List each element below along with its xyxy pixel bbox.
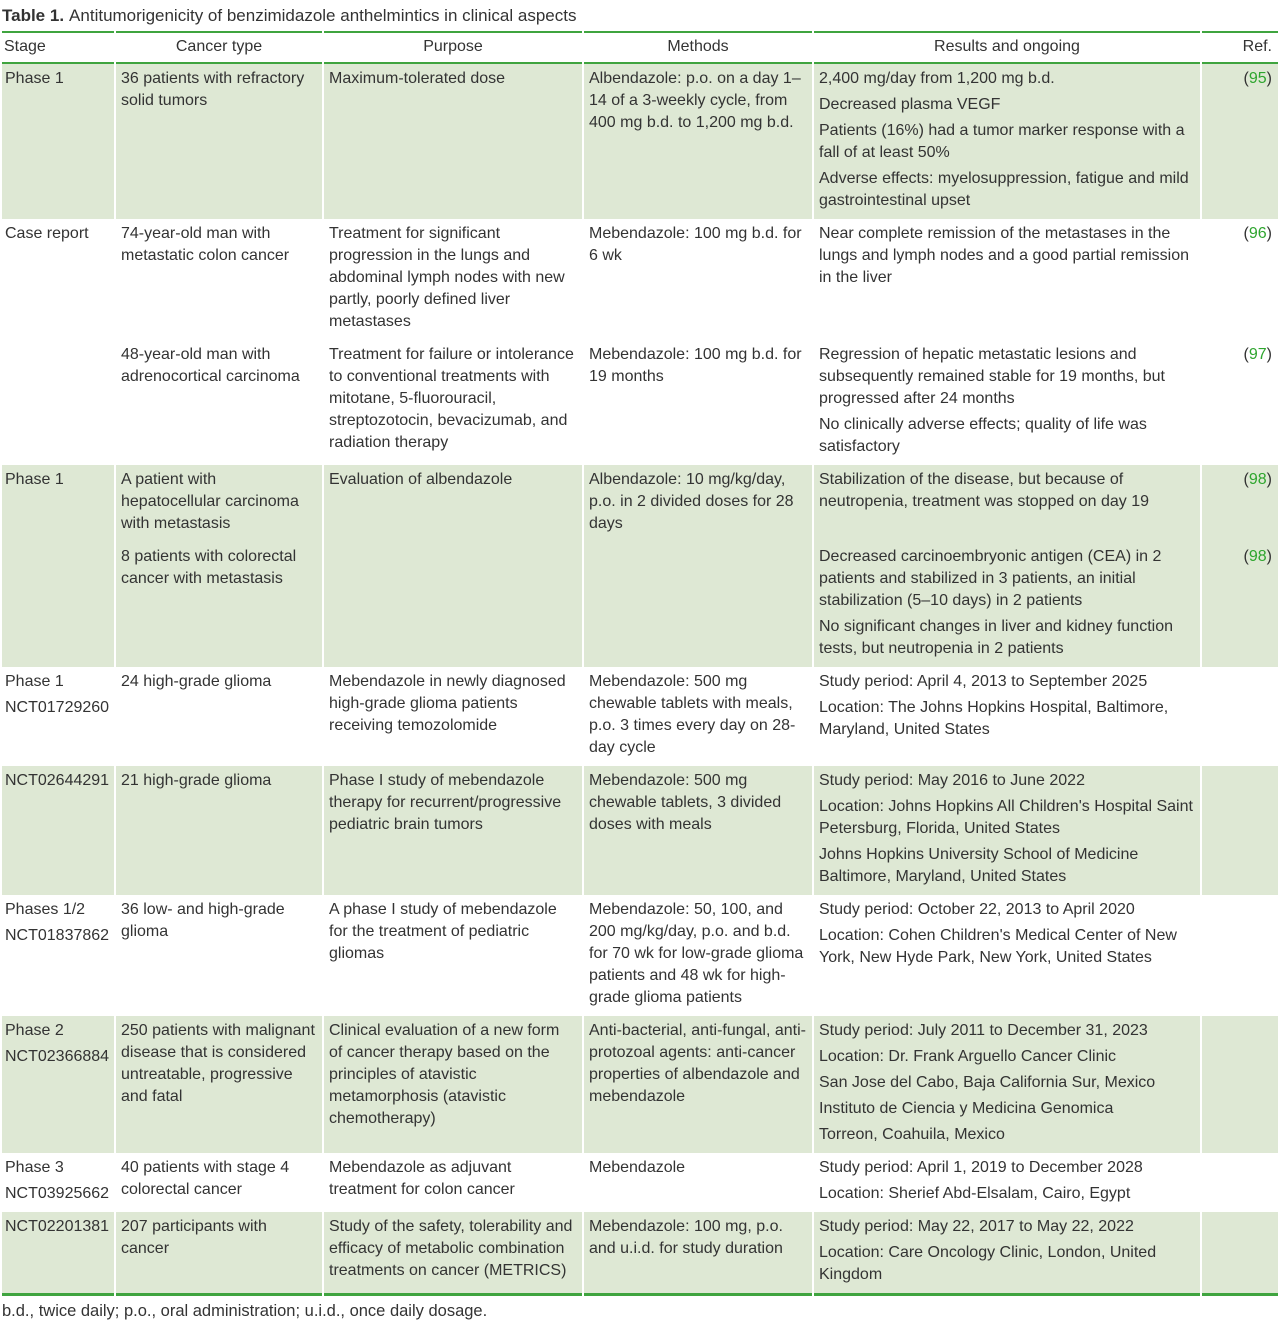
- table-row: [2, 219, 1278, 340]
- stage-text: NCT02644291: [5, 772, 110, 789]
- stage-text: Phases 1/2: [5, 901, 86, 918]
- table-row: [2, 1153, 1278, 1212]
- cell-cancer: [116, 766, 322, 895]
- cell-results: [814, 64, 1200, 219]
- purpose-text: Study of the safety, tolerability and efficacy of metabolic combination treatments on cancer (METRICS): [329, 1218, 573, 1279]
- methods-text: Mebendazole: 50, 100, and 200 mg/kg/day, p.o. and b.d. for 70 wk for low-grade glioma patients and 48 wk for high-grade glioma patients: [589, 901, 804, 1006]
- cell-methods: [584, 465, 812, 667]
- cell-purpose: [324, 1212, 582, 1296]
- cell-methods: [584, 64, 812, 219]
- results-text: Instituto de Ciencia y Medicina Genomica: [819, 1100, 1114, 1117]
- cell-purpose: [324, 766, 582, 895]
- methods-text: Mebendazole: 100 mg, p.o. and u.i.d. for study duration: [589, 1218, 783, 1257]
- cell-cancer: [116, 219, 322, 340]
- cell-methods: [584, 667, 812, 766]
- purpose-text: Clinical evaluation of a new form of cancer therapy based on the principles of atavistic metamorphosis (atavistic chemotherapy): [329, 1022, 560, 1127]
- results-text: Location: Sherief Abd-Elsalam, Cairo, Egypt: [819, 1185, 1131, 1202]
- results-text: Study period: May 22, 2017 to May 22, 2022: [819, 1218, 1134, 1235]
- cell-stage: [2, 465, 114, 667]
- cell-ref: [1202, 766, 1278, 895]
- methods-text: Anti-bacterial, anti-fungal, anti-protozoal agents: anti-cancer properties of albendazole and mebendazole: [589, 1022, 806, 1105]
- stage-text: Phase 3: [5, 1159, 64, 1176]
- reference-link[interactable]: 97: [1248, 346, 1267, 363]
- reference-link[interactable]: 96: [1248, 225, 1267, 242]
- cancer-text: 8 patients with colorectal cancer with metastasis: [121, 548, 297, 587]
- cell-stage: [2, 219, 114, 465]
- results-text: Study period: October 22, 2013 to April 2020: [819, 901, 1135, 918]
- stage-text: NCT02366884: [5, 1048, 110, 1065]
- cell-cancer: [116, 667, 322, 766]
- purpose-text: Evaluation of albendazole: [329, 471, 513, 488]
- cancer-text: 36 low- and high-grade glioma: [121, 901, 285, 940]
- cell-cancer: [116, 340, 322, 465]
- results-text: Decreased carcinoembryonic antigen (CEA) in 2 patients and stabilized in 3 patients, an initial stabilization (5–10 days) in 2 patients: [819, 548, 1162, 609]
- cell-stage: [2, 1153, 114, 1212]
- methods-text: Mebendazole: 500 mg chewable tablets with meals, p.o. 3 times every day on 28-day cycle: [589, 673, 796, 756]
- cancer-text: A patient with hepatocellular carcinoma with metastasis: [121, 471, 299, 532]
- results-text: Study period: April 1, 2019 to December 2028: [819, 1159, 1143, 1176]
- results-text: Johns Hopkins University School of Medicine Baltimore, Maryland, United States: [819, 846, 1139, 885]
- cell-ref: [1202, 64, 1278, 219]
- methods-text: Mebendazole: [589, 1159, 686, 1176]
- purpose-text: A phase I study of mebendazole for the treatment of pediatric gliomas: [329, 901, 557, 962]
- cell-purpose: [324, 465, 582, 667]
- results-text: Adverse effects: myelosuppression, fatigue and mild gastrointestinal upset: [819, 170, 1189, 209]
- reference-citation: (98): [1243, 471, 1272, 488]
- header-row: [2, 31, 1278, 64]
- cell-results: [814, 766, 1200, 895]
- stage-text: NCT01837862: [5, 927, 110, 944]
- methods-text: Mebendazole: 100 mg b.d. for 6 wk: [589, 225, 802, 264]
- cell-methods: [584, 340, 812, 465]
- stage-text: Phase 1: [5, 471, 64, 488]
- table-row: [2, 1212, 1278, 1296]
- results-text: Location: Dr. Frank Arguello Cancer Clinic: [819, 1048, 1117, 1065]
- cell-stage: [2, 766, 114, 895]
- table-row: [2, 667, 1278, 766]
- cell-purpose: [324, 1016, 582, 1153]
- results-text: Decreased plasma VEGF: [819, 96, 1001, 113]
- cell-ref: [1202, 340, 1278, 465]
- purpose-text: Treatment for failure or intolerance to conventional treatments with mitotane, 5-fluorouracil, streptozotocin, bevacizumab, and radiation therapy: [329, 346, 574, 451]
- column-header-stage: Stage: [2, 31, 114, 64]
- purpose-text: Mebendazole as adjuvant treatment for colon cancer: [329, 1159, 515, 1198]
- stage-text: Phase 2: [5, 1022, 64, 1039]
- cell-results: [814, 465, 1200, 542]
- results-text: Location: Johns Hopkins All Children's Hospital Saint Petersburg, Florida, United States: [819, 798, 1193, 837]
- cell-cancer: [116, 542, 322, 667]
- cell-purpose: [324, 1153, 582, 1212]
- cell-cancer: [116, 895, 322, 1016]
- results-text: Patients (16%) had a tumor marker response with a fall of at least 50%: [819, 122, 1185, 161]
- cell-ref: [1202, 219, 1278, 340]
- cell-methods: [584, 1153, 812, 1212]
- clinical-trials-table: [0, 31, 1280, 1296]
- results-text: Location: The Johns Hopkins Hospital, Baltimore, Maryland, United States: [819, 699, 1169, 738]
- stage-text: Phase 1: [5, 673, 64, 690]
- cell-results: [814, 1016, 1200, 1153]
- methods-text: Albendazole: 10 mg/kg/day, p.o. in 2 divided doses for 28 days: [589, 471, 794, 532]
- methods-text: Albendazole: p.o. on a day 1–14 of a 3-weekly cycle, from 400 mg b.d. to 1,200 mg b.d.: [589, 70, 801, 131]
- cancer-text: 250 patients with malignant disease that is considered untreatable, progressive and fatal: [121, 1022, 315, 1105]
- reference-link[interactable]: 98: [1248, 548, 1267, 565]
- column-header-methods: Methods: [584, 31, 812, 64]
- stage-text: NCT03925662: [5, 1185, 110, 1202]
- results-text: San Jose del Cabo, Baja California Sur, Mexico: [819, 1074, 1156, 1091]
- cell-stage: [2, 667, 114, 766]
- cancer-text: 24 high-grade glioma: [121, 673, 272, 690]
- results-text: Regression of hepatic metastatic lesions and subsequently remained stable for 19 months, but progressed after 24 months: [819, 346, 1165, 407]
- cell-cancer: [116, 1016, 322, 1153]
- cell-methods: [584, 1212, 812, 1296]
- purpose-text: Phase I study of mebendazole therapy for recurrent/progressive pediatric brain tumors: [329, 772, 562, 833]
- cell-results: [814, 895, 1200, 1016]
- table-row: [2, 465, 1278, 542]
- reference-citation: (96): [1243, 225, 1272, 242]
- table-row: [2, 766, 1278, 895]
- cell-ref: [1202, 1016, 1278, 1153]
- cell-purpose: [324, 895, 582, 1016]
- results-text: Study period: July 2011 to December 31, 2023: [819, 1022, 1148, 1039]
- cell-methods: [584, 1016, 812, 1153]
- cell-results: [814, 1212, 1200, 1296]
- cell-methods: [584, 766, 812, 895]
- cell-methods: [584, 219, 812, 340]
- cell-stage: [2, 64, 114, 219]
- cell-stage: [2, 1212, 114, 1296]
- results-text: Location: Cohen Children's Medical Center of New York, New Hyde Park, New York, United States: [819, 927, 1177, 966]
- methods-text: Mebendazole: 100 mg b.d. for 19 months: [589, 346, 802, 385]
- results-text: Study period: May 2016 to June 2022: [819, 772, 1085, 789]
- results-text: Study period: April 4, 2013 to September 2025: [819, 673, 1148, 690]
- cell-results: [814, 542, 1200, 667]
- results-text: Torreon, Coahuila, Mexico: [819, 1126, 1005, 1143]
- table-row: [2, 64, 1278, 219]
- purpose-text: Treatment for significant progression in the lungs and abdominal lymph nodes with new partly, poorly defined liver metastases: [329, 225, 565, 330]
- table-row: [2, 895, 1278, 1016]
- stage-text: NCT01729260: [5, 699, 110, 716]
- column-header-ref: Ref.: [1202, 31, 1278, 64]
- results-text: No clinically adverse effects; quality of life was satisfactory: [819, 416, 1147, 455]
- column-header-results: Results and ongoing: [814, 31, 1200, 64]
- cell-methods: [584, 895, 812, 1016]
- cell-cancer: [116, 465, 322, 542]
- table-footnote: b.d., twice daily; p.o., oral administration; u.i.d., once daily dosage.: [2, 1302, 488, 1320]
- cell-ref: [1202, 1153, 1278, 1212]
- reference-citation: (97): [1243, 346, 1272, 363]
- cell-cancer: [116, 1212, 322, 1296]
- cell-results: [814, 340, 1200, 465]
- cell-purpose: [324, 219, 582, 340]
- cell-ref: [1202, 895, 1278, 1016]
- cancer-text: 74-year-old man with metastatic colon cancer: [121, 225, 290, 264]
- reference-citation: (98): [1243, 548, 1272, 565]
- stage-text: Phase 1: [5, 70, 64, 87]
- cell-cancer: [116, 64, 322, 219]
- reference-link[interactable]: 95: [1248, 70, 1267, 87]
- table-row: [2, 340, 1278, 465]
- results-text: Location: Care Oncology Clinic, London, United Kingdom: [819, 1244, 1157, 1283]
- reference-citation: (95): [1243, 70, 1272, 87]
- results-text: Stabilization of the disease, but because of neutropenia, treatment was stopped on day 19: [819, 471, 1149, 510]
- cell-purpose: [324, 64, 582, 219]
- stage-text: Case report: [5, 225, 89, 242]
- reference-link[interactable]: 98: [1248, 471, 1267, 488]
- table-caption-label: Table 1.: [2, 6, 65, 25]
- cell-stage: [2, 1016, 114, 1153]
- cancer-text: 48-year-old man with adrenocortical carcinoma: [121, 346, 300, 385]
- cell-ref: [1202, 542, 1278, 667]
- results-text: 2,400 mg/day from 1,200 mg b.d.: [819, 70, 1055, 87]
- results-text: Near complete remission of the metastases in the lungs and lymph nodes and a good partial remission in the liver: [819, 225, 1190, 286]
- cell-cancer: [116, 1153, 322, 1212]
- purpose-text: Maximum-tolerated dose: [329, 70, 506, 87]
- cell-stage: [2, 895, 114, 1016]
- cell-purpose: [324, 667, 582, 766]
- cell-ref: [1202, 1212, 1278, 1296]
- column-header-purpose: Purpose: [324, 31, 582, 64]
- table-caption-text: Antitumorigenicity of benzimidazole anthelmintics in clinical aspects: [69, 6, 577, 25]
- column-header-cancer: Cancer type: [116, 31, 322, 64]
- purpose-text: Mebendazole in newly diagnosed high-grade glioma patients receiving temozolomide: [329, 673, 566, 734]
- cell-ref: [1202, 667, 1278, 766]
- cancer-text: 21 high-grade glioma: [121, 772, 272, 789]
- table-caption: [0, 0, 1280, 31]
- stage-text: NCT02201381: [5, 1218, 110, 1235]
- cell-results: [814, 1153, 1200, 1212]
- cancer-text: 40 patients with stage 4 colorectal cancer: [121, 1159, 290, 1198]
- results-text: No significant changes in liver and kidney function tests, but neutropenia in 2 patients: [819, 618, 1173, 657]
- table-row: [2, 1016, 1278, 1153]
- cell-results: [814, 219, 1200, 340]
- cancer-text: 36 patients with refractory solid tumors: [121, 70, 305, 109]
- cell-ref: [1202, 465, 1278, 542]
- methods-text: Mebendazole: 500 mg chewable tablets, 3 divided doses with meals: [589, 772, 782, 833]
- cell-results: [814, 667, 1200, 766]
- cancer-text: 207 participants with cancer: [121, 1218, 267, 1257]
- cell-purpose: [324, 340, 582, 465]
